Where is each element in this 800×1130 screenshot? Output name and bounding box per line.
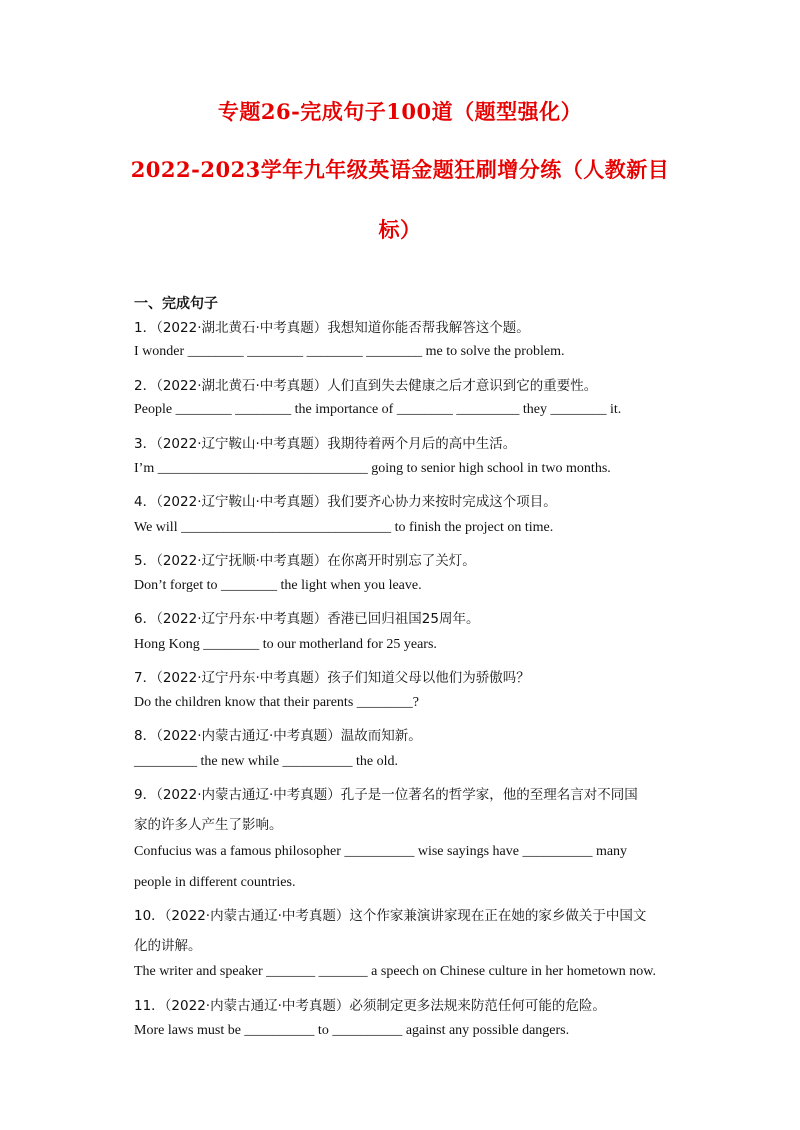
question-9-prompt: 9．（2022·内蒙古通辽·中考真题）孔子是一位著名的哲学家，他的至理名言对不同国	[134, 787, 638, 803]
section-heading: 一、完成句子	[134, 296, 218, 312]
question-3-sentence: I’m ______________________________ going to senior high school in two months.	[134, 461, 611, 476]
question-4-prompt: 4．（2022·辽宁鞍山·中考真题）我们要齐心协力来按时完成这个项目。	[134, 494, 557, 510]
question-10-sentence: The writer and speaker _______ _______ a speech on Chinese culture in her hometown now.	[134, 964, 657, 979]
title-line-2: 2022-2023学年九年级英语金题狂刷增分练（人教新目	[130, 157, 670, 182]
question-6-prompt: 6．（2022·辽宁丹东·中考真题）香港已回归祖国25周年。	[134, 611, 480, 627]
question-9-prompt-cont: 家的许多人产生了影响。	[134, 817, 283, 833]
question-2-prompt: 2．（2022·湖北黄石·中考真题）人们直到失去健康之后才意识到它的重要性。	[134, 378, 598, 394]
question-4-sentence: We will ______________________________ to finish the project on time.	[134, 520, 554, 535]
question-1-prompt: 1．（2022·湖北黄石·中考真题）我想知道你能否帮我解答这个题。	[134, 320, 530, 336]
question-10-prompt-cont: 化的讲解。	[134, 938, 202, 954]
question-8-prompt: 8．（2022·内蒙古通辽·中考真题）温故而知新。	[134, 728, 422, 744]
question-7-prompt: 7．（2022·辽宁丹东·中考真题）孩子们知道父母以他们为骄傲吗？	[134, 670, 530, 686]
question-11-prompt: 11．（2022·内蒙古通辽·中考真题）必须制定更多法规来防范任何可能的危险。	[134, 998, 606, 1014]
title-line-3: 标）	[378, 217, 422, 242]
question-1-sentence: I wonder ________ ________ ________ ________ me to solve the problem.	[134, 344, 565, 359]
question-5-sentence: Don’t forget to ________ the light when you leave.	[134, 578, 422, 593]
question-9-sentence: Confucius was a famous philosopher __________ wise sayings have __________ many	[134, 844, 628, 859]
question-10-prompt: 10．（2022·内蒙古通辽·中考真题）这个作家兼演讲家现在正在她的家乡做关于中国文	[134, 908, 647, 924]
question-8-sentence: _________ the new while __________ the old.	[134, 754, 399, 769]
question-5-prompt: 5．（2022·辽宁抚顺·中考真题）在你离开时别忘了关灯。	[134, 553, 476, 569]
question-2-sentence: People ________ ________ the importance of ________ _________ they ________ it.	[134, 402, 622, 417]
title-line-1: 专题26-完成句子100道（题型强化）	[217, 99, 583, 124]
question-6-sentence: Hong Kong ________ to our motherland for 25 years.	[134, 637, 437, 652]
question-11-sentence: More laws must be __________ to __________ against any possible dangers.	[134, 1023, 570, 1038]
question-3-prompt: 3．（2022·辽宁鞍山·中考真题）我期待着两个月后的高中生活。	[134, 436, 517, 452]
question-7-sentence: Do the children know that their parents ________?	[134, 695, 419, 710]
question-9-sentence-cont: people in different countries.	[134, 875, 296, 890]
